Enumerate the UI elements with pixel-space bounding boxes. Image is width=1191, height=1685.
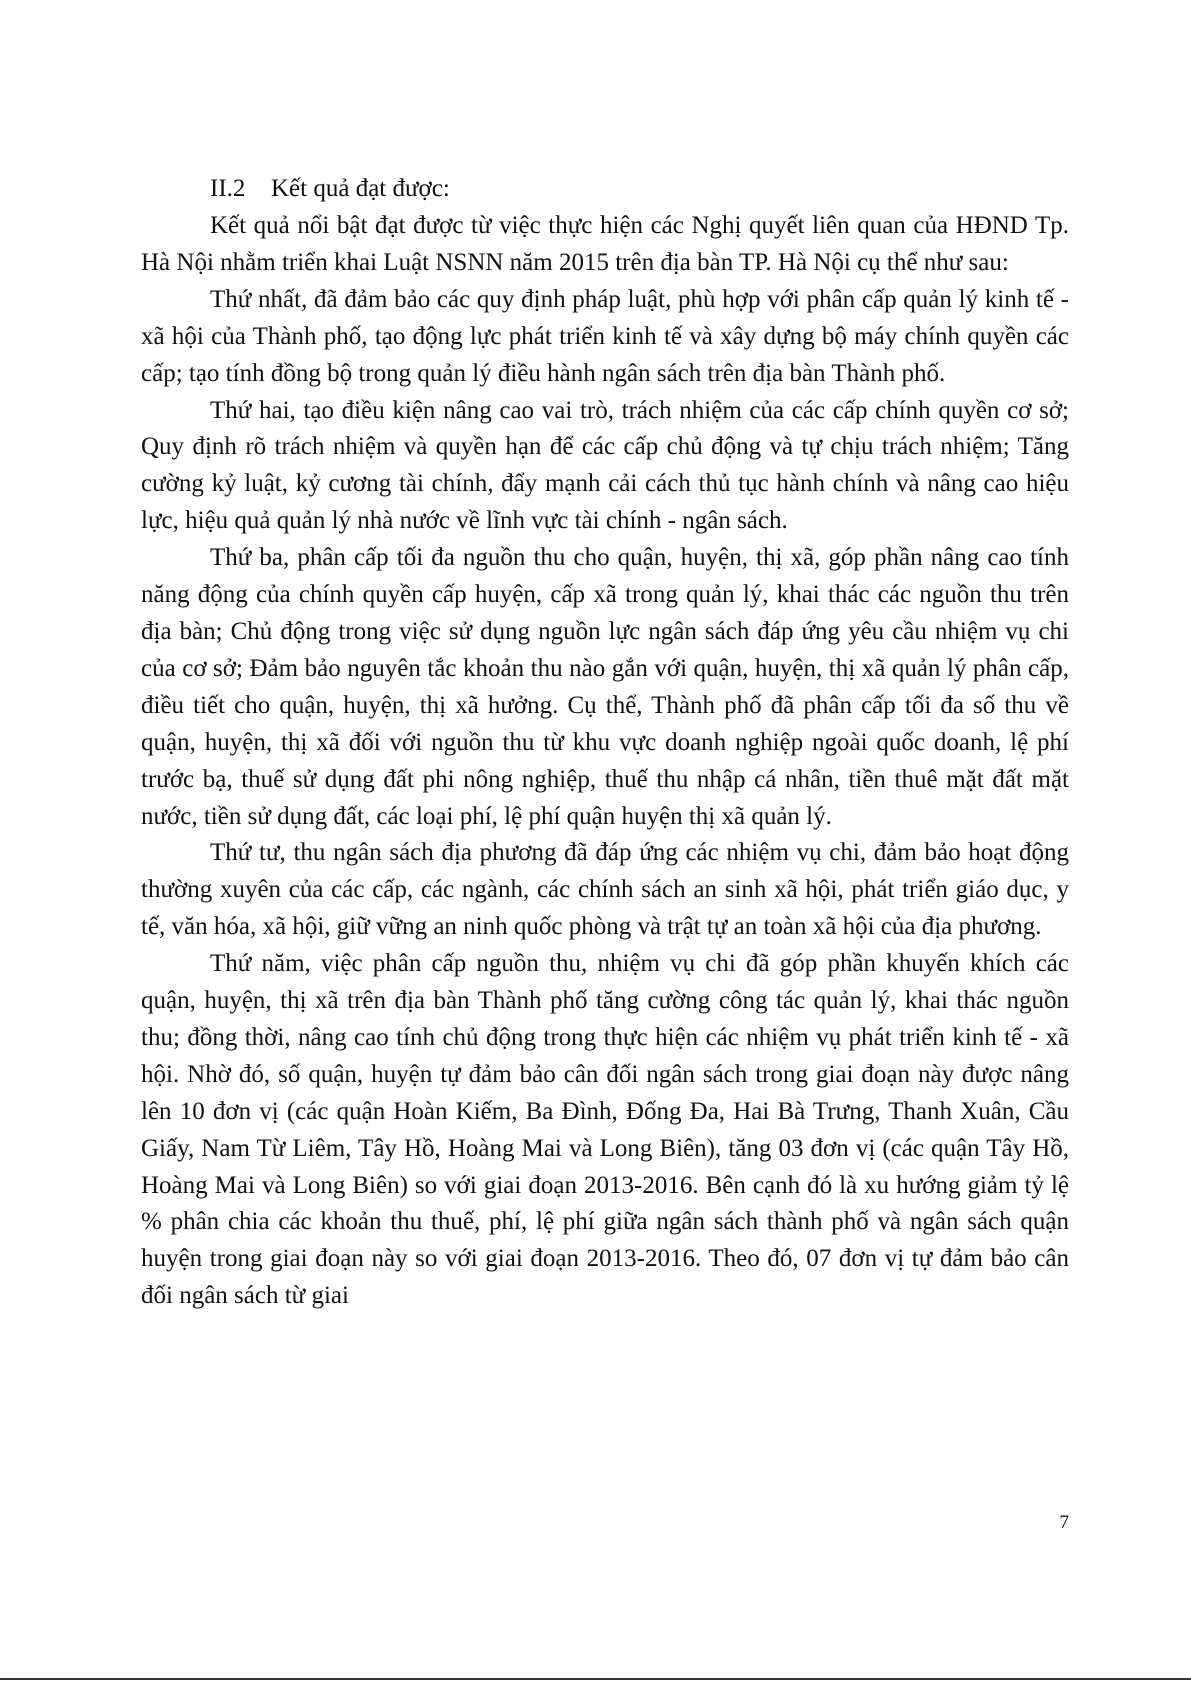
- paragraph-third: Thứ ba, phân cấp tối đa nguồn thu cho quận, huyện, thị xã, góp phần nâng cao tính năng động của chính quyền cấp huyện, cấp xã trong quản lý, khai thác các nguồn thu trên địa bàn; Chủ động trong việc sử dụng nguồn lực ngân sách đáp ứng yêu cầu nhiệm vụ chi của cơ sở; Đảm bảo nguyên tắc khoản thu nào gắn với quận, huyện, thị xã quản lý phân cấp, điều tiết cho quận, huyện, thị xã hưởng. Cụ thể, Thành phố đã phân cấp tối đa số thu về quận, huyện, thị xã đối với nguồn thu từ khu vực doanh nghiệp ngoài quốc doanh, lệ phí trước bạ, thuế sử dụng đất phi nông nghiệp, thuế thu nhập cá nhân, tiền thuê mặt đất mặt nước, tiền sử dụng đất, các loại phí, lệ phí quận huyện thị xã quản lý.: [141, 544, 1069, 830]
- page-number: 7: [1059, 1512, 1069, 1533]
- section-heading: [141, 171, 1069, 207]
- paragraph-intro: Kết quả nổi bật đạt được từ việc thực hiện các Nghị quyết liên quan của HĐND Tp. Hà Nội nhằm triển khai Luật NSNN năm 2015 trên địa bàn TP. Hà Nội cụ thể như sau:: [141, 212, 1069, 276]
- section-title: Kết quả đạt được:: [271, 175, 450, 202]
- bottom-edge-line: [0, 1678, 1191, 1680]
- page-body: [141, 171, 1069, 1315]
- paragraph-fourth: Thứ tư, thu ngân sách địa phương đã đáp ứng các nhiệm vụ chi, đảm bảo hoạt động thường xuyên của các cấp, các ngành, các chính sách an sinh xã hội, phát triển giáo dục, y tế, văn hóa, xã hội, giữ vững an ninh quốc phòng và trật tự an toàn xã hội của địa phương.: [141, 839, 1069, 941]
- section-number: II.2: [210, 175, 246, 202]
- paragraph-fifth: Thứ năm, việc phân cấp nguồn thu, nhiệm vụ chi đã góp phần khuyến khích các quận, huyện, thị xã trên địa bàn Thành phố tăng cường công tác quản lý, khai thác nguồn thu; đồng thời, nâng cao tính chủ động trong thực hiện các nhiệm vụ phát triển kinh tế - xã hội. Nhờ đó, số quận, huyện tự đảm bảo cân đối ngân sách trong giai đoạn này được nâng lên 10 đơn vị (các quận Hoàn Kiếm, Ba Đình, Đống Đa, Hai Bà Trưng, Thanh Xuân, Cầu Giấy, Nam Từ Liêm, Tây Hồ, Hoàng Mai và Long Biên), tăng 03 đơn vị (các quận Tây Hồ, Hoàng Mai và Long Biên) so với giai đoạn 2013-2016. Bên cạnh đó là xu hướng giảm tỷ lệ % phân chia các khoản thu thuế, phí, lệ phí giữa ngân sách thành phố và ngân sách quận huyện trong giai đoạn này so với giai đoạn 2013-2016. Theo đó, 07 đơn vị tự đảm bảo cân đối ngân sách từ giai: [141, 950, 1069, 1310]
- paragraph-second: Thứ hai, tạo điều kiện nâng cao vai trò, trách nhiệm của các cấp chính quyền cơ sở; Quy định rõ trách nhiệm và quyền hạn để các cấp chủ động và tự chịu trách nhiệm; Tăng cường kỷ luật, kỷ cương tài chính, đẩy mạnh cải cách thủ tục hành chính và nâng cao hiệu lực, hiệu quả quản lý nhà nước về lĩnh vực tài chính - ngân sách.: [141, 396, 1069, 535]
- paragraph-first: Thứ nhất, đã đảm bảo các quy định pháp luật, phù hợp với phân cấp quản lý kinh tế - xã hội của Thành phố, tạo động lực phát triển kinh tế và xây dựng bộ máy chính quyền các cấp; tạo tính đồng bộ trong quản lý điều hành ngân sách trên địa bàn Thành phố.: [141, 285, 1069, 387]
